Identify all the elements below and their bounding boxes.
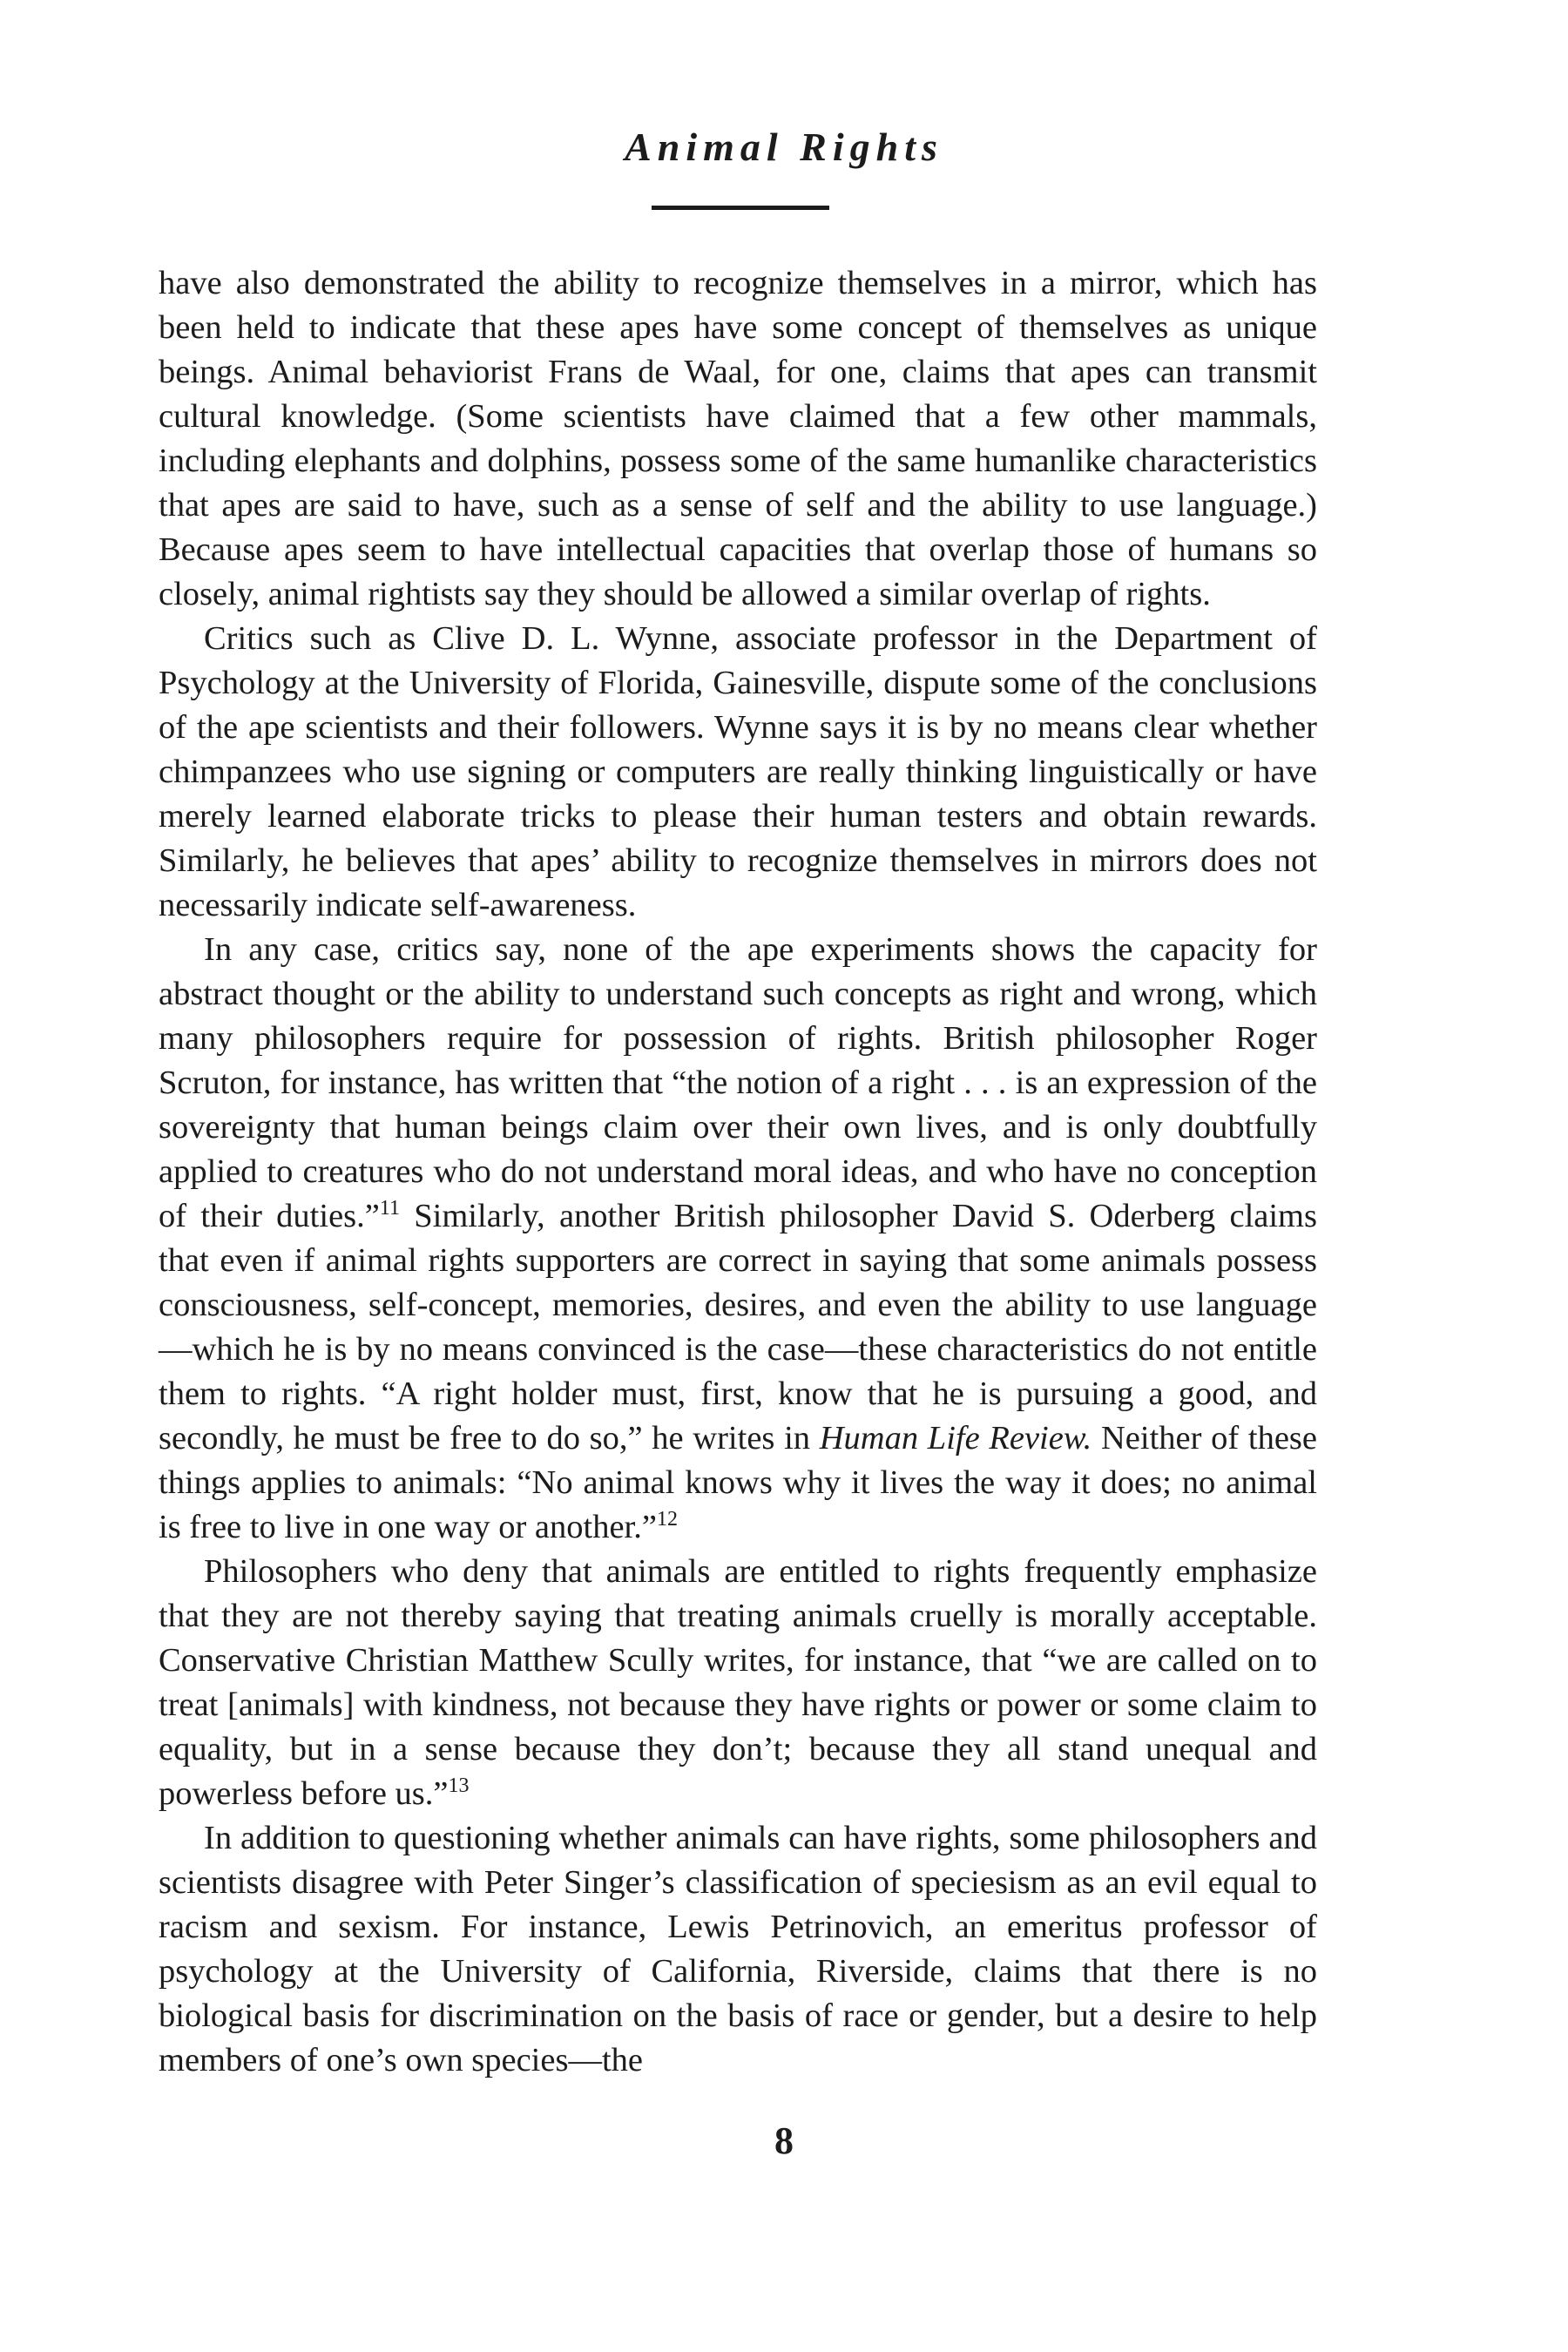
paragraph-1: have also demonstrated the ability to recognize themselves in a mirror, which has been held to indicate that these apes have some concept of themselves as unique beings. Animal behaviorist Frans de Waal, for one, claims that apes can transmit cultural knowledge. (Some scientists have claimed that a few other mammals, including elephants and dolphins, possess some of the same humanlike characteristics that apes are said to have, such as a sense of self and the ability to use language.) Because apes seem to have intellectual capacities that overlap those of humans so closely, animal rightists say they should be allowed a similar overlap of rights. bbox=[159, 265, 1317, 612]
page-number: 8 bbox=[774, 2119, 794, 2162]
paragraph-4 bbox=[159, 1550, 1317, 1816]
paragraph-3-text-a: In any case, critics say, none of the ape experiments shows the capacity for abstract thought or the ability to understand such concepts as right and wrong, which many philosophers require for possession of rights. British philosopher Roger Scruton, for instance, has written that “the notion of a right . . . is an expression of the sovereignty that human beings claim over their own lives, and is only doubtfully applied to creatures who do not understand moral ideas, and who have no conception of their duties.” bbox=[159, 931, 1317, 1234]
footnote-ref-11: 11 bbox=[379, 1197, 400, 1220]
paragraph-4-text: Philosophers who deny that animals are entitled to rights frequently emphasize that they are not thereby saying that treating animals cruelly is morally acceptable. Conservative Christian Matthew Scully writes, for instance, that “we are called on to treat [animals] with kindness, not because they have rights or power or some claim to equality, but in a sense because they don’t; because they all stand unequal and powerless before us.” bbox=[159, 1553, 1317, 1812]
body-text bbox=[159, 261, 1317, 2083]
footnote-ref-13: 13 bbox=[448, 1774, 470, 1797]
source-title: Human Life Review. bbox=[819, 1420, 1092, 1456]
paragraph-5: In addition to questioning whether animals can have rights, some philosophers and scientists disagree with Peter Singer’s classification of speciesism as an evil equal to racism and sexism. For instance, Lewis Petrinovich, an emeritus professor of psychology at the University of California, Riverside, claims that there is no biological basis for discrimination on the basis of race or gender, but a desire to help members of one’s own species—the bbox=[159, 1820, 1317, 2078]
running-head-title: Animal Rights bbox=[625, 125, 943, 169]
paragraph-2: Critics such as Clive D. L. Wynne, associate professor in the Department of Psychology at the University of Florida, Gainesville, dispute some of the conclusions of the ape scientists and their followers. Wynne says it is by no means clear whether chimpanzees who use signing or computers are really thinking linguistically or have merely learned elaborate tricks to please their human testers and obtain rewards. Similarly, he believes that apes’ ability to recognize themselves in mirrors does not necessarily indicate self-awareness. bbox=[159, 620, 1317, 923]
paragraph-3-text-c: Neither of these things applies to animals: “No animal knows why it lives the way it does; no animal is free to live in one way or another.” bbox=[159, 1420, 1317, 1545]
header-rule bbox=[652, 206, 829, 210]
footnote-ref-12: 12 bbox=[656, 1508, 678, 1531]
paragraph-3 bbox=[159, 928, 1317, 1550]
paragraph-3-text-b: Similarly, another British philosopher David S. Oderberg claims that even if animal rights supporters are correct in saying that some animals possess consciousness, self-concept, memories, desires, and even the ability to use language—which he is by no means convinced is the case—these characteristics do not entitle them to rights. “A right holder must, first, know that he is pursuing a good, and secondly, he must be free to do so,” he writes in bbox=[159, 1198, 1317, 1456]
